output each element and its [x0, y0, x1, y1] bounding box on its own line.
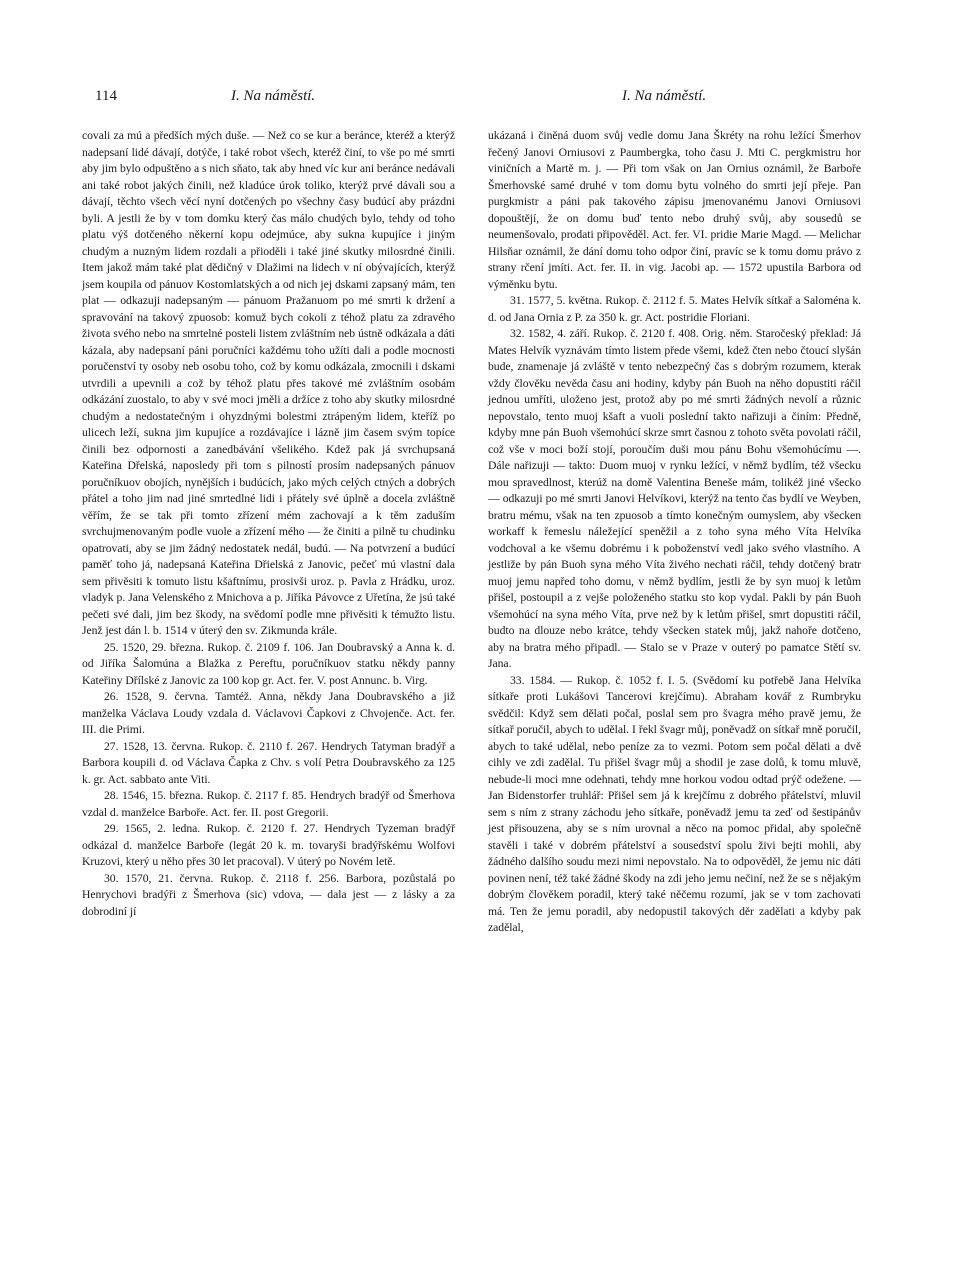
paragraph: covali za mú a předších mých duše. — Než co se kur a beránce, kteréž a kterýž nadepsaní lidé dávají, dotýče, i také robot všech, kteréž činí, to vše po mé smrti aby jim bylo odpuštěno a s nich sňato, tak aby hned víc kur ani beránce nedávali ani také robot jakých činili, než kladúce úrok toliko, kterýž prvé dávali sou a dávají, těchto všech věcí nyní dotčených po všechny časy budúcí aby prázdni byli. A jestli že by v tom domku který čas málo chudých bylo, tehdy od toho platu výš dotčeného někerní kopu odejmúce, aby sukna kupujíce i jiným chudým a nuzným lidem rozdali a přioděli i také jiné skutky milosrdné činili. Item jakož mám také plat dědičný v Dlažimi na lidech v ní obývajících, kterýž jsem koupila od pánuov Kostomlatských a od nich jej dskami zapsaný mám, ten plat — odkazuji nadepsaným — pánuom Pražanuom po mé smrti k držení a spravování na takový zpuosob: komuž bych cokoli z téhož platu za zdravého života svého nebo na smrtelné posteli listem zvláštním neb ústně odkázala a dáti kázala, aby nadepsaní páni poručníci každému toho užíti dali a podle mocnosti poručenství ty osoby neb osobu toho, což by komu odkázala, zmocnili i dskami utvrdili a upevnili a což by téhož platu přes takové mé zvláštním osobám odkázání zuostalo, to aby v své moci jměli a držíce z toho aby skutky milosrdné chudým a nedostatečným i ohyzdnými bolestmi ztrápeným lidem, kteříž po ulicech leží, sukna jim kupujíce a rozdávajíce i lázně jim časem svým topíce činili bez odpornosti a zanedbávání všelikého. Kdež pak já svrchupsaná Kateřina Dřelská, naposledy při tom s pilností prosím nadepsaných pánuov poručníkuov obojích, nynějších i budúcích, jako mých celých ctných a dobrých přátel a toho jim nad jiné smrtedlné lidi i přátely své úplně a docela zvláštně věřím, že se tak při tomto zřízení mém zachovají a k těm zaduším svrchujmenovaným podle vuole a zřízení mého — že činiti a pilně tu chudinku opatrovati, aby se jim žádný nedostatek nedál, budú. — Na potvrzení a budúcí paměť toho já, nadepsaná Kateřina Dřielská z Janovic, pečeť mú vlastní dala sem přivěsiti k tomuto listu kšaftnímu, prosivši uroz. p. Pavla z Hrádku, uroz. vladyk p. Jana Velenského z Mnichova a p. Jiříka Pávovce z Uřetína, že jsú také pečeti své dali, jim bez škody, na svědomí podle mne přivěsiti k témužto listu. Jenž jest dán l. b. 1514 v úterý den sv. Zikmunda krále. [82, 129, 455, 637]
entry-26: 26. 1528, 9. června. Tamtéž. Anna, někdy Jana Doubravského a již manželka Václava Loudy vzdala d. Václavovi Čapkovi z Chvojenče. Act. fer. III. die Primi. [82, 690, 455, 736]
entry-28: 28. 1546, 15. března. Rukop. č. 2117 f. 85. Hendrych bradýř od Šmerhova vzdal d. manželce Barboře. Act. fer. II. post Gregorii. [82, 789, 455, 819]
running-title-left: I. Na náměstí. [231, 88, 316, 104]
paragraph: ukázaná i činěná duom svůj vedle domu Jana Škréty na rohu ležící Šmerhov řečený Janovi Orniusovi z Paumbergka, toho času J. Mti C. pergkmistru hor viničních a Martě m. j. — Při tom však on Jan Ornius oznámil, že Barboře Šmerhovské samé druhé v tom domu bytu volného do smrti její přeje. Pan purgkmistr a páni pak takového zápisu jmenovanému Janovi Orniusovi dopouštějí, že on domu buď tento nebo druhý svůj, aby sousedů se neumenšovalo, prodati připověděl. Act. fer. VI. pridie Marie Magd. — Melichar Hilsňar oznámil, že dání domu toho odpor činí, pravíc se k tomu domu právo z strany rčení jmíti. Act. fer. II. in vig. Jacobi ap. — 1572 upustila Barbora od výměnku bytu. [488, 129, 861, 291]
entry-30: 30. 1570, 21. června. Rukop. č. 2118 f. 256. Barbora, pozůstalá po Henrychovi bradýři z Šmerhova (sic) vdova, — dala jest — z lásky a za dobrodiní jí [82, 871, 455, 918]
page-number: 114 [95, 88, 117, 104]
left-column [82, 128, 455, 920]
entry-27: 27. 1528, 13. června. Rukop. č. 2110 f. 267. Hendrych Tatyman bradýř a Barbora koupili d. od Václava Čapka z Chv. s volí Petra Doubravského za 125 k. gr. Act. sabbato ante Viti. [82, 739, 455, 786]
right-column [488, 128, 861, 937]
entry-29: 29. 1565, 2. ledna. Rukop. č. 2120 f. 27. Hendrych Tyzeman bradýř odkázal d. manželce Barboře (legát 20 k. m. tovaryši bradýřskému Wolfovi Kruzovi, který u něho přes 30 let pracoval). V úterý po Novém letě. [82, 822, 455, 868]
entry-31: 31. 1577, 5. května. Rukop. č. 2112 f. 5. Mates Helvík sítkař a Saloména k. d. od Jana Ornia z P. za 350 k. gr. Act. postridie Floriani. [488, 294, 861, 324]
running-title-right: I. Na náměstí. [622, 88, 707, 104]
entry-33: 33. 1584. — Rukop. č. 1052 f. I. 5. (Svědomí ku potřebě Jana Helvíka sítkaře proti Lukášovi Tancerovi krejčímu). Abraham kovář z Rumbryku svědčil: Když sem dělati počal, poslal sem pro švagra mého pravě jemu, že sítkař poručil, abych to udělal. I řekl švagr můj, poněvadž on sítkař mně poručil, abych to také udělal, nebo peníze za to vezmi. Potom sem počal dělati a dvě cihly ve zdi zadělal. Tu přišel švagr můj a shodil je zase dolů, k tomu mluvě, nebude-li moci mne odehnati, tehdy mne horkou vodou odtad prýč odežene. — Jan Bidenstorfer truhlář: Přišel sem já k krejčímu z dobrého přátelství, mluvil sem s ním z strany záchodu jeho sítkaře, poněvadž jemu ta zeď od šestipánův jest přisouzena, aby se s ním urovnal a něco na pomoc přidal, aby společně stavěli i také v dobrém přátelství a sousedství spolu živi bejti mohli, aby žádného dalšího soudu mezi nimi nepovstalo. Na to odpověděl, že jemu nic dáti povinen není, též také žádné škody na zdi jeho jemu nečiní, než že se s nějakým dobrým člověkem poradil, který také něčemu rozumí, jak se v tom zachovati má. Ten že jemu poradil, aby nedopustil takových děr zadělati a kdyby pak zadělal, [488, 673, 861, 934]
entry-32: 32. 1582, 4. září. Rukop. č. 2120 f. 408. Orig. něm. Staročeský překlad: Já Mates Helvík vyznávám tímto listem přede všemi, kdež čten nebo čtoucí slyšán bude, znamenaje já zvláště v tento nebezpečný čas s dobrým rozumem, kterak vždy člověku nevěda času ani hodiny, kdyby pán Buoh na něho dopustiti ráčil jednou umříti, uloženo jest, protož aby po mé smrti žádných nevolí a různic nepovstalo, tento muoj kšaft a vuoli poslední takto nařizuji a činím: Předně, kdyby mne pán Buoh všemohúcí skrze smrt časnou z tohoto světa povolati ráčil, což vše v moci boží stojí, poroučím duši mou pánu Bohu všemohúcímu —. Dále nařizuji — takto: Duom muoj v rynku ležící, v němž bydlím, též všecku mou spravedlnost, kterúž na domě Valentina Beneše mám, tolikéž jiné všecko — odkazuji po mé smrti Janovi Helvíkovi, kterýž na tento čas bydlí ve Weyben, bratru mému, však na ten zpuosob a tímto konečným oumyslem, aby všecken workaff k řemeslu náležející speněžil a z toho syna mého Víta Helvíka vodchoval a ke všemu dobrému i k poboženství vedl jako svého vlastního. A jestliže by pán Buoh syna mého Víta živého nechati ráčil, tehdy dotčený bratr muoj jemu napřed toho domu, v němž bydlím, jestli že by syn muoj k letům přišel, postoupil a z vejše položeného statku sto kop vydal. Pakli by pán Buoh všemohúcí na syna mého Víta, prve než by k letům přišel, smrt dopustiti ráčil, budto na dlouze nebo krátce, tehdy všecken statek můj, jakž nahoře dotčeno, aby na bratra mého připadl. — Stalo se v Praze v outerý po pamatce Stětí sv. Jana. [488, 327, 861, 670]
page-header [95, 88, 877, 112]
entry-25: 25. 1520, 29. března. Rukop. č. 2109 f. 106. Jan Doubravský a Anna k. d. od Jiříka Šalomúna a Blažka z Pereftu, poručníkuov statku někdy panny Kateřiny Dřílské z Janovic za 100 kop gr. Act. fer. V. post Annunc. b. Virg. [82, 640, 455, 687]
